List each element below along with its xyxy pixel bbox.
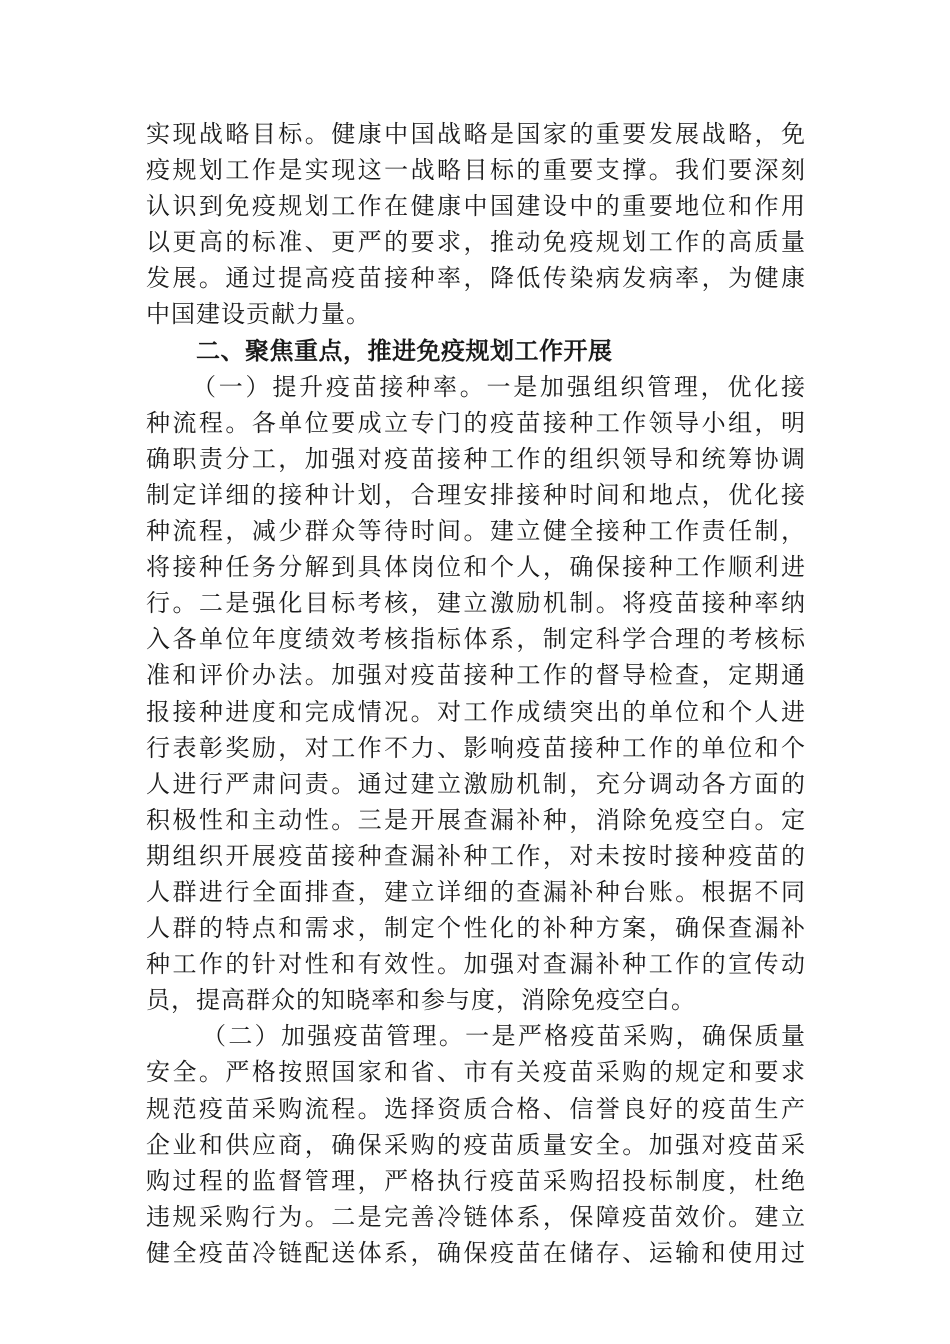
text-line: 种流程，减少群众等待时间。建立健全接种工作责任制， (146, 517, 806, 546)
section-heading: 二、聚焦重点，推进免疫规划工作开展 (196, 336, 613, 365)
text-line: 规范疫苗采购流程。选择资质合格、信誉良好的疫苗生产 (146, 1094, 806, 1123)
text-line: 积极性和主动性。三是开展查漏补种，消除免疫空白。定 (146, 805, 806, 834)
text-line: 报接种进度和完成情况。对工作成绩突出的单位和个人进 (146, 697, 806, 726)
text-line: 人群的特点和需求，制定个性化的补种方案，确保查漏补 (146, 914, 806, 943)
text-line: 入各单位年度绩效考核指标体系，制定科学合理的考核标 (146, 625, 806, 654)
intro-paragraph (146, 116, 806, 333)
text-line: 以更高的标准、更严的要求，推动免疫规划工作的高质量 (146, 228, 806, 257)
text-line: 实现战略目标。健康中国战略是国家的重要发展战略，免 (146, 120, 806, 148)
text-line: 种流程。各单位要成立专门的疫苗接种工作领导小组，明 (146, 408, 806, 437)
text-line: 疫规划工作是实现这一战略目标的重要支撑。我们要深刻 (146, 156, 806, 185)
text-line: 制定详细的接种计划，合理安排接种时间和地点，优化接 (146, 480, 806, 509)
text-line: 员，提高群众的知晓率和参与度，消除免疫空白。 (146, 986, 696, 1015)
text-line: 认识到免疫规划工作在健康中国建设中的重要地位和作用 (146, 192, 806, 221)
text-line: 确职责分工，加强对疫苗接种工作的组织领导和统筹协调 (146, 444, 806, 473)
text-line: 行表彰奖励，对工作不力、影响疫苗接种工作的单位和个 (146, 733, 806, 762)
text-line: 人进行严肃问责。通过建立激励机制，充分调动各方面的 (146, 769, 806, 798)
text-line: 人群进行全面排查，建立详细的查漏补种台账。根据不同 (146, 877, 806, 906)
paragraph-vaccination-rate (146, 369, 806, 1019)
text-line: 发展。通过提高疫苗接种率，降低传染病发病率，为健康 (146, 264, 806, 293)
text-line: 健全疫苗冷链配送体系，确保疫苗在储存、运输和使用过 (146, 1238, 806, 1267)
text-line: 中国建设贡献力量。 (146, 300, 371, 329)
text-line: 将接种任务分解到具体岗位和个人，确保接种工作顺利进 (146, 553, 806, 582)
paragraph-vaccine-management (146, 1018, 806, 1271)
text-line: 行。二是强化目标考核，建立激励机制。将疫苗接种率纳 (146, 589, 806, 618)
text-line: 安全。严格按照国家和省、市有关疫苗采购的规定和要求 (146, 1058, 806, 1087)
text-line: （一）提升疫苗接种率。一是加强组织管理，优化接 (192, 372, 806, 401)
text-line: 企业和供应商，确保采购的疫苗质量安全。加强对疫苗采 (146, 1130, 806, 1159)
text-line: （二）加强疫苗管理。一是严格疫苗采购，确保质量 (202, 1022, 806, 1051)
text-line: 购过程的监督管理，严格执行疫苗采购招投标制度，杜绝 (146, 1166, 806, 1195)
text-line: 种工作的针对性和有效性。加强对查漏补种工作的宣传动 (146, 950, 806, 979)
text-line: 准和评价办法。加强对疫苗接种工作的督导检查，定期通 (146, 661, 806, 690)
text-line: 违规采购行为。二是完善冷链体系，保障疫苗效价。建立 (146, 1202, 806, 1231)
document-page (146, 116, 806, 1271)
text-line: 期组织开展疫苗接种查漏补种工作，对未按时接种疫苗的 (146, 841, 806, 870)
